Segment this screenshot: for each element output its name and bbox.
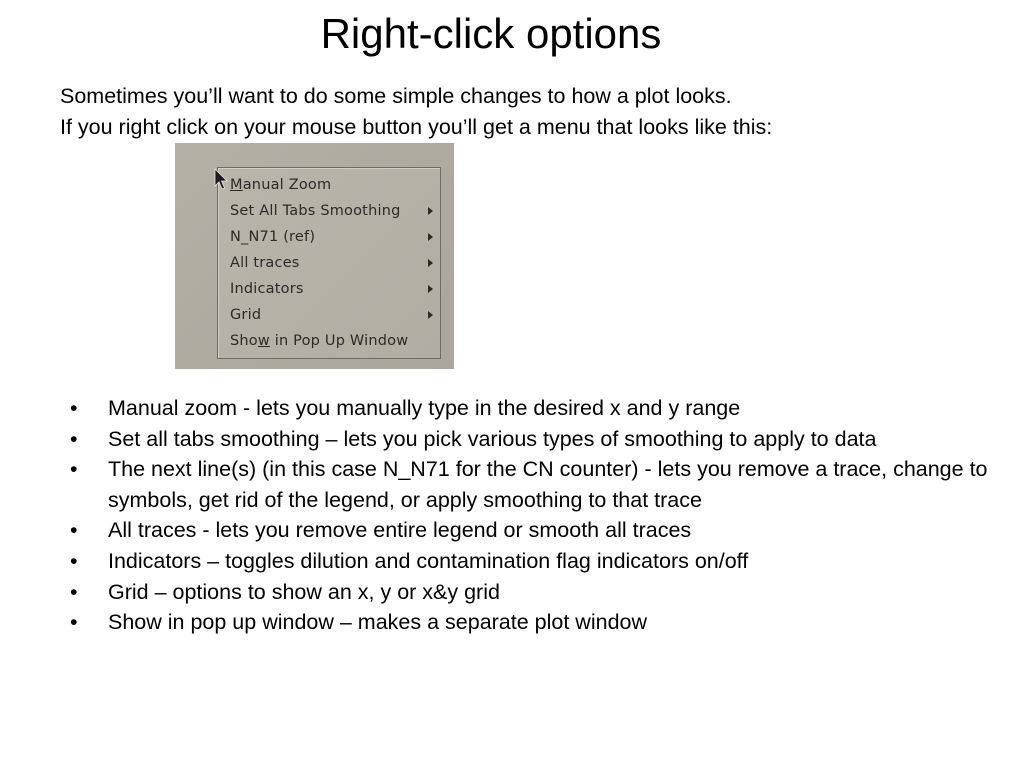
bullet-icon: • (70, 457, 78, 482)
list-item-text: All traces - lets you remove entire legend or smooth all traces (108, 518, 692, 543)
menu-item-label: All traces (230, 255, 300, 271)
list-item-text: Show in pop up window – makes a separate plot window (108, 610, 648, 635)
menu-item-indicators[interactable] (230, 278, 435, 300)
submenu-arrow-icon (428, 233, 433, 241)
menu-item-show-in-pop-up-window[interactable] (230, 330, 435, 352)
submenu-arrow-icon (428, 259, 433, 267)
menu-item-set-all-tabs-smoothing[interactable] (230, 200, 435, 222)
context-menu-screenshot (175, 143, 454, 369)
page-title: Right-click options (320, 10, 662, 57)
intro-line-1: Sometimes you’ll want to do some simple changes to how a plot looks. (60, 84, 732, 108)
list-item-text: The next line(s) (in this case N_N71 for the CN counter) - lets you remove a trace, change to symbols, get rid of the legend, or apply smoothing to that trace (108, 457, 988, 512)
menu-item-manual-zoom[interactable] (230, 174, 435, 196)
list-item (70, 577, 1020, 608)
menu-item-label: Grid (230, 307, 262, 323)
mouse-pointer-icon (214, 168, 228, 192)
list-item-text: Manual zoom - lets you manually type in the desired x and y range (108, 396, 741, 420)
bullet-icon: • (70, 426, 78, 451)
submenu-arrow-icon (428, 207, 433, 215)
list-item (70, 424, 1020, 455)
list-item-text: Set all tabs smoothing – lets you pick various types of smoothing to apply to data (108, 426, 877, 451)
bullet-icon: • (70, 396, 78, 420)
intro-text (60, 81, 772, 143)
intro-line-2: If you right click on your mouse button you’ll get a menu that looks like this: (60, 115, 773, 139)
bullet-icon: • (70, 610, 78, 635)
menu-item-n-n71-ref[interactable] (230, 226, 435, 248)
menu-item-all-traces[interactable] (230, 252, 435, 274)
menu-item-grid[interactable] (230, 304, 435, 326)
menu-item-label: Show in Pop Up Window (230, 333, 409, 349)
submenu-arrow-icon (428, 311, 433, 319)
submenu-arrow-icon (428, 285, 433, 293)
list-item-text: Grid – options to show an x, y or x&y grid (108, 579, 500, 604)
list-item-text: Indicators – toggles dilution and contamination flag indicators on/off (108, 548, 749, 573)
menu-item-label: Manual Zoom (230, 177, 332, 193)
list-item (70, 393, 1020, 424)
menu-item-label: Set All Tabs Smoothing (230, 203, 401, 219)
menu-item-label: Indicators (230, 281, 304, 297)
bullet-icon: • (70, 548, 78, 573)
bullet-icon: • (70, 579, 78, 604)
list-item (70, 454, 1020, 515)
options-bullet-list (70, 393, 1020, 638)
list-item (70, 515, 1020, 546)
menu-item-label: N_N71 (ref) (230, 229, 316, 245)
list-item (70, 546, 1020, 577)
list-item (70, 607, 1020, 638)
bullet-icon: • (70, 518, 78, 543)
